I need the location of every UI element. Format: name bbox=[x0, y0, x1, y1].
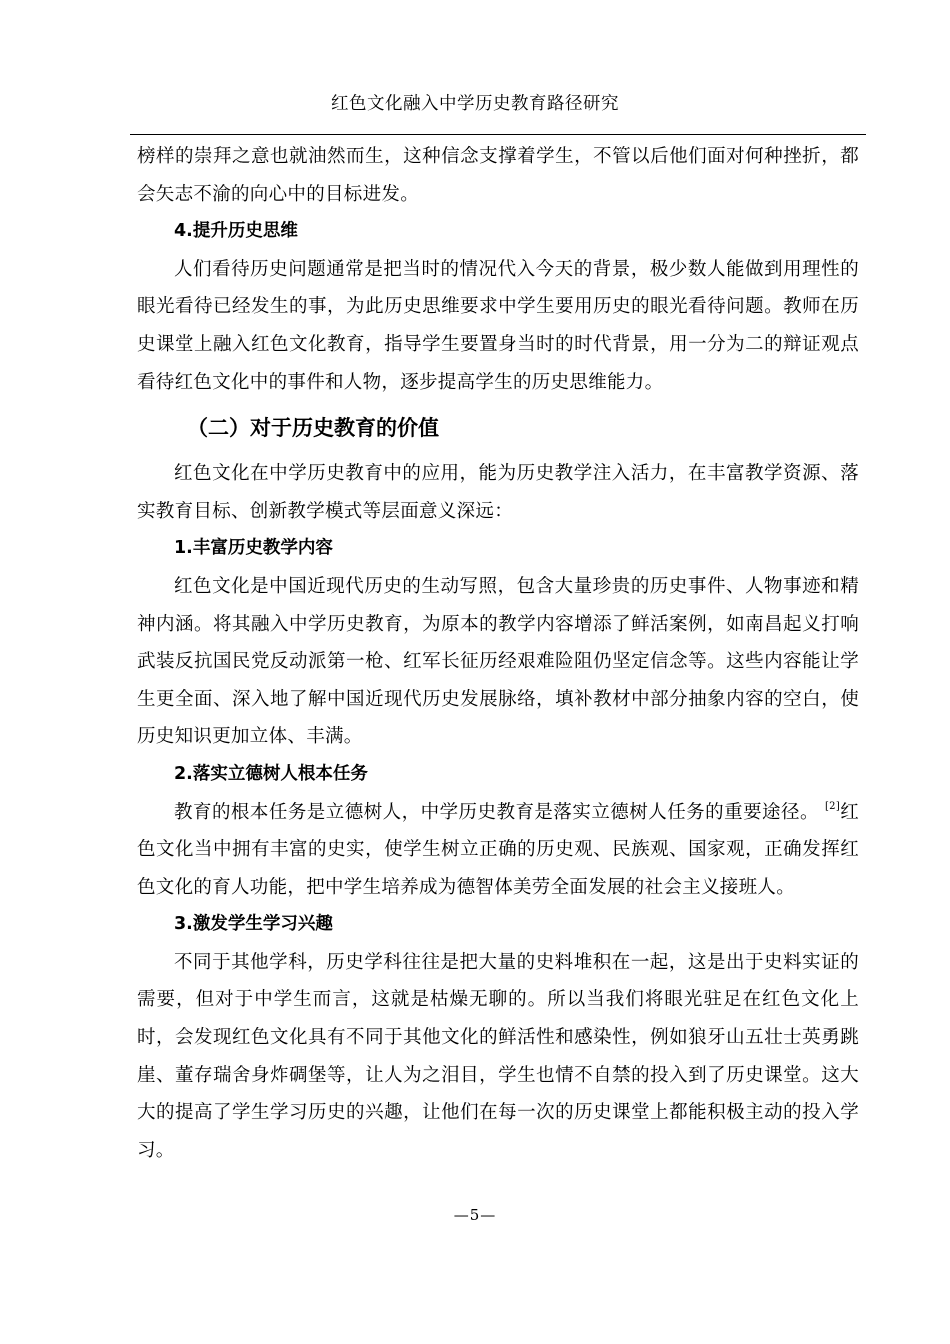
paragraph-moral-education bbox=[137, 794, 859, 907]
subheading-learning-interest: 3.激发学生学习兴趣 bbox=[174, 914, 333, 935]
running-header: 红色文化融入中学历史教育路径研究 bbox=[331, 94, 619, 114]
page-number: —5— bbox=[453, 1206, 497, 1224]
page-body bbox=[137, 138, 859, 1169]
paragraph-moral-education-part2: 红色文化当中拥有丰富的史实，使学生树立正确的历史观、民族观、国家观，正确发挥红色文化的育人功能，把中学生培养成为德智体美劳全面发展的社会主义接班人。 bbox=[137, 801, 860, 898]
paragraph-continued: 榜样的崇拜之意也就油然而生，这种信念支撑着学生，不管以后他们面对何种挫折，都会矢志不渝的向心中的目标进发。 bbox=[137, 146, 859, 205]
section-heading-education-value: （二）对于历史教育的价值 bbox=[187, 416, 439, 441]
subheading-teaching-content: 1.丰富历史教学内容 bbox=[174, 538, 333, 559]
paragraph-learning-interest: 不同于其他学科，历史学科往往是把大量的史料堆积在一起，这是出于史料实证的需要，但对于中学生而言，这就是枯燥无聊的。所以当我们将眼光驻足在红色文化上时，会发现红色文化具有不同于其他文化的鲜活性和感染性，例如狼牙山五壮士英勇跳崖、董存瑞舍身炸碉堡等，让人为之泪目，学生也情不自禁的投入到了历史课堂。这大大的提高了学生学习历史的兴趣，让他们在每一次的历史课堂上都能积极主动的投入学习。 bbox=[137, 951, 859, 1161]
header-rule bbox=[130, 134, 866, 135]
paragraph-history-thinking: 人们看待历史问题通常是把当时的情况代入今天的背景，极少数人能做到用理性的眼光看待已经发生的事，为此历史思维要求中学生要用历史的眼光看待问题。教师在历史课堂上融入红色文化教育，指导学生要置身当时的时代背景，用一分为二的辩证观点看待红色文化中的事件和人物，逐步提高学生的历史思维能力。 bbox=[137, 258, 859, 393]
citation-mark: [2] bbox=[824, 800, 841, 812]
paragraph-teaching-content: 红色文化是中国近现代历史的生动写照，包含大量珍贵的历史事件、人物事迹和精神内涵。将其融入中学历史教育，为原本的教学内容增添了鲜活案例，如南昌起义打响武装反抗国民党反动派第一枪、红军长征历经艰难险阻仍坚定信念等。这些内容能让学生更全面、深入地了解中国近现代历史发展脉络，填补教材中部分抽象内容的空白，使历史知识更加立体、丰满。 bbox=[137, 575, 859, 748]
paragraph-section-intro: 红色文化在中学历史教育中的应用，能为历史教学注入活力，在丰富教学资源、落实教育目标、创新教学模式等层面意义深远： bbox=[137, 463, 859, 522]
paragraph-moral-education-part1: 教育的根本任务是立德树人，中学历史教育是落实立德树人任务的重要途径。 bbox=[174, 801, 819, 823]
subheading-history-thinking: 4.提升历史思维 bbox=[174, 221, 298, 242]
subheading-moral-education: 2.落实立德树人根本任务 bbox=[174, 763, 368, 784]
